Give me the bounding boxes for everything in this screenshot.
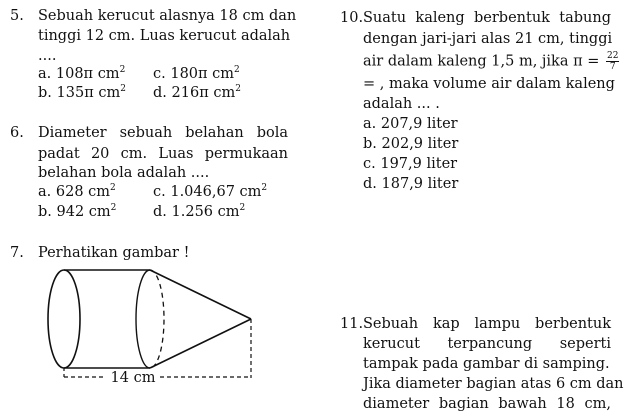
option-exponent: 2 [261, 183, 268, 194]
q6-text-line1: Diameter sebuah belahan bola [38, 125, 288, 141]
q5-text-line3: .... [38, 48, 57, 64]
option-exponent: 2 [119, 65, 126, 76]
q10-text-line2: dengan jari-jari alas 21 cm, tinggi [363, 31, 613, 47]
pi-fraction [606, 51, 619, 72]
option-value: 135π cm [56, 85, 121, 101]
cylinder-left-base [48, 270, 80, 368]
q6-number: 6. [10, 125, 24, 141]
q6-text-line3: belahan bola adalah .... [38, 165, 210, 181]
q7-number: 7. [10, 245, 24, 261]
cone-top-slant [150, 270, 251, 319]
q10-option-a [363, 116, 458, 132]
q10-option-c [363, 156, 457, 172]
option-value: 942 cm [56, 204, 111, 220]
option-letter: d. [153, 85, 167, 101]
q11-text-line5: diameter bagian bawah 18 cm, [363, 396, 611, 412]
option-value: 1.256 cm [171, 204, 240, 220]
option-value: 207,9 liter [380, 116, 458, 132]
q5-number: 5. [10, 8, 24, 24]
fraction-numerator: 22 [606, 51, 619, 61]
q7-text: Perhatikan gambar ! [38, 245, 190, 261]
option-exponent: 2 [235, 84, 241, 95]
q10-text-line3-main: air dalam kaleng 1,5 m, jika π = [363, 53, 600, 70]
q10-text-line3 [363, 51, 619, 72]
option-exponent: 2 [234, 65, 240, 76]
dimension-label: 14 cm [110, 370, 156, 386]
q11-text-line2: kerucut terpancung seperti [363, 336, 611, 352]
option-exponent: 2 [120, 84, 126, 95]
option-letter: a. [38, 184, 52, 200]
option-letter: d. [363, 176, 377, 192]
q6-text-line2: padat 20 cm. Luas permukaan [38, 146, 288, 162]
q11-number: 11. [340, 316, 364, 332]
option-exponent: 2 [110, 203, 117, 214]
q10-text-line5: adalah ... . [363, 96, 440, 112]
q11-text-line4: Jika diameter bagian atas 6 cm dan [363, 376, 624, 392]
option-letter: c. [153, 66, 166, 82]
option-letter: c. [363, 156, 376, 172]
q10-text-line4: = , maka volume air dalam kaleng [363, 76, 615, 92]
option-value: 108π cm [55, 66, 120, 82]
option-letter: b. [363, 136, 377, 152]
q11-text-line3: tampak pada gambar di samping. [363, 356, 610, 372]
q5-text-line1: Sebuah kerucut alasnya 18 cm dan [38, 8, 297, 24]
option-value: 180π cm [170, 66, 235, 82]
option-exponent: 2 [239, 203, 246, 214]
cylinder-right-base-hidden [150, 270, 164, 368]
cone-bottom-slant [150, 319, 251, 368]
option-letter: a. [363, 116, 377, 132]
option-letter: d. [153, 204, 167, 220]
fraction-denominator: 7 [609, 62, 616, 72]
option-letter: b. [38, 85, 52, 101]
option-letter: c. [153, 184, 166, 200]
q10-text-line1: Suatu kaleng berbentuk tabung [363, 10, 611, 26]
option-value: 202,9 liter [381, 136, 459, 152]
option-value: 197,9 liter [380, 156, 458, 172]
q10-option-b [363, 136, 458, 152]
q10-option-d [363, 176, 458, 192]
option-value: 187,9 liter [381, 176, 459, 192]
q11-text-line1: Sebuah kap lampu berbentuk [363, 316, 611, 332]
option-letter: b. [38, 204, 52, 220]
q5-text-line2: tinggi 12 cm. Luas kerucut adalah [38, 28, 291, 44]
option-value: 1.046,67 cm [170, 184, 262, 200]
cylinder-right-base-front [136, 270, 150, 368]
option-exponent: 2 [110, 183, 116, 194]
q10-number: 10. [340, 10, 364, 26]
option-letter: a. [38, 66, 52, 82]
option-value: 628 cm [55, 184, 111, 200]
option-value: 216π cm [171, 85, 236, 101]
